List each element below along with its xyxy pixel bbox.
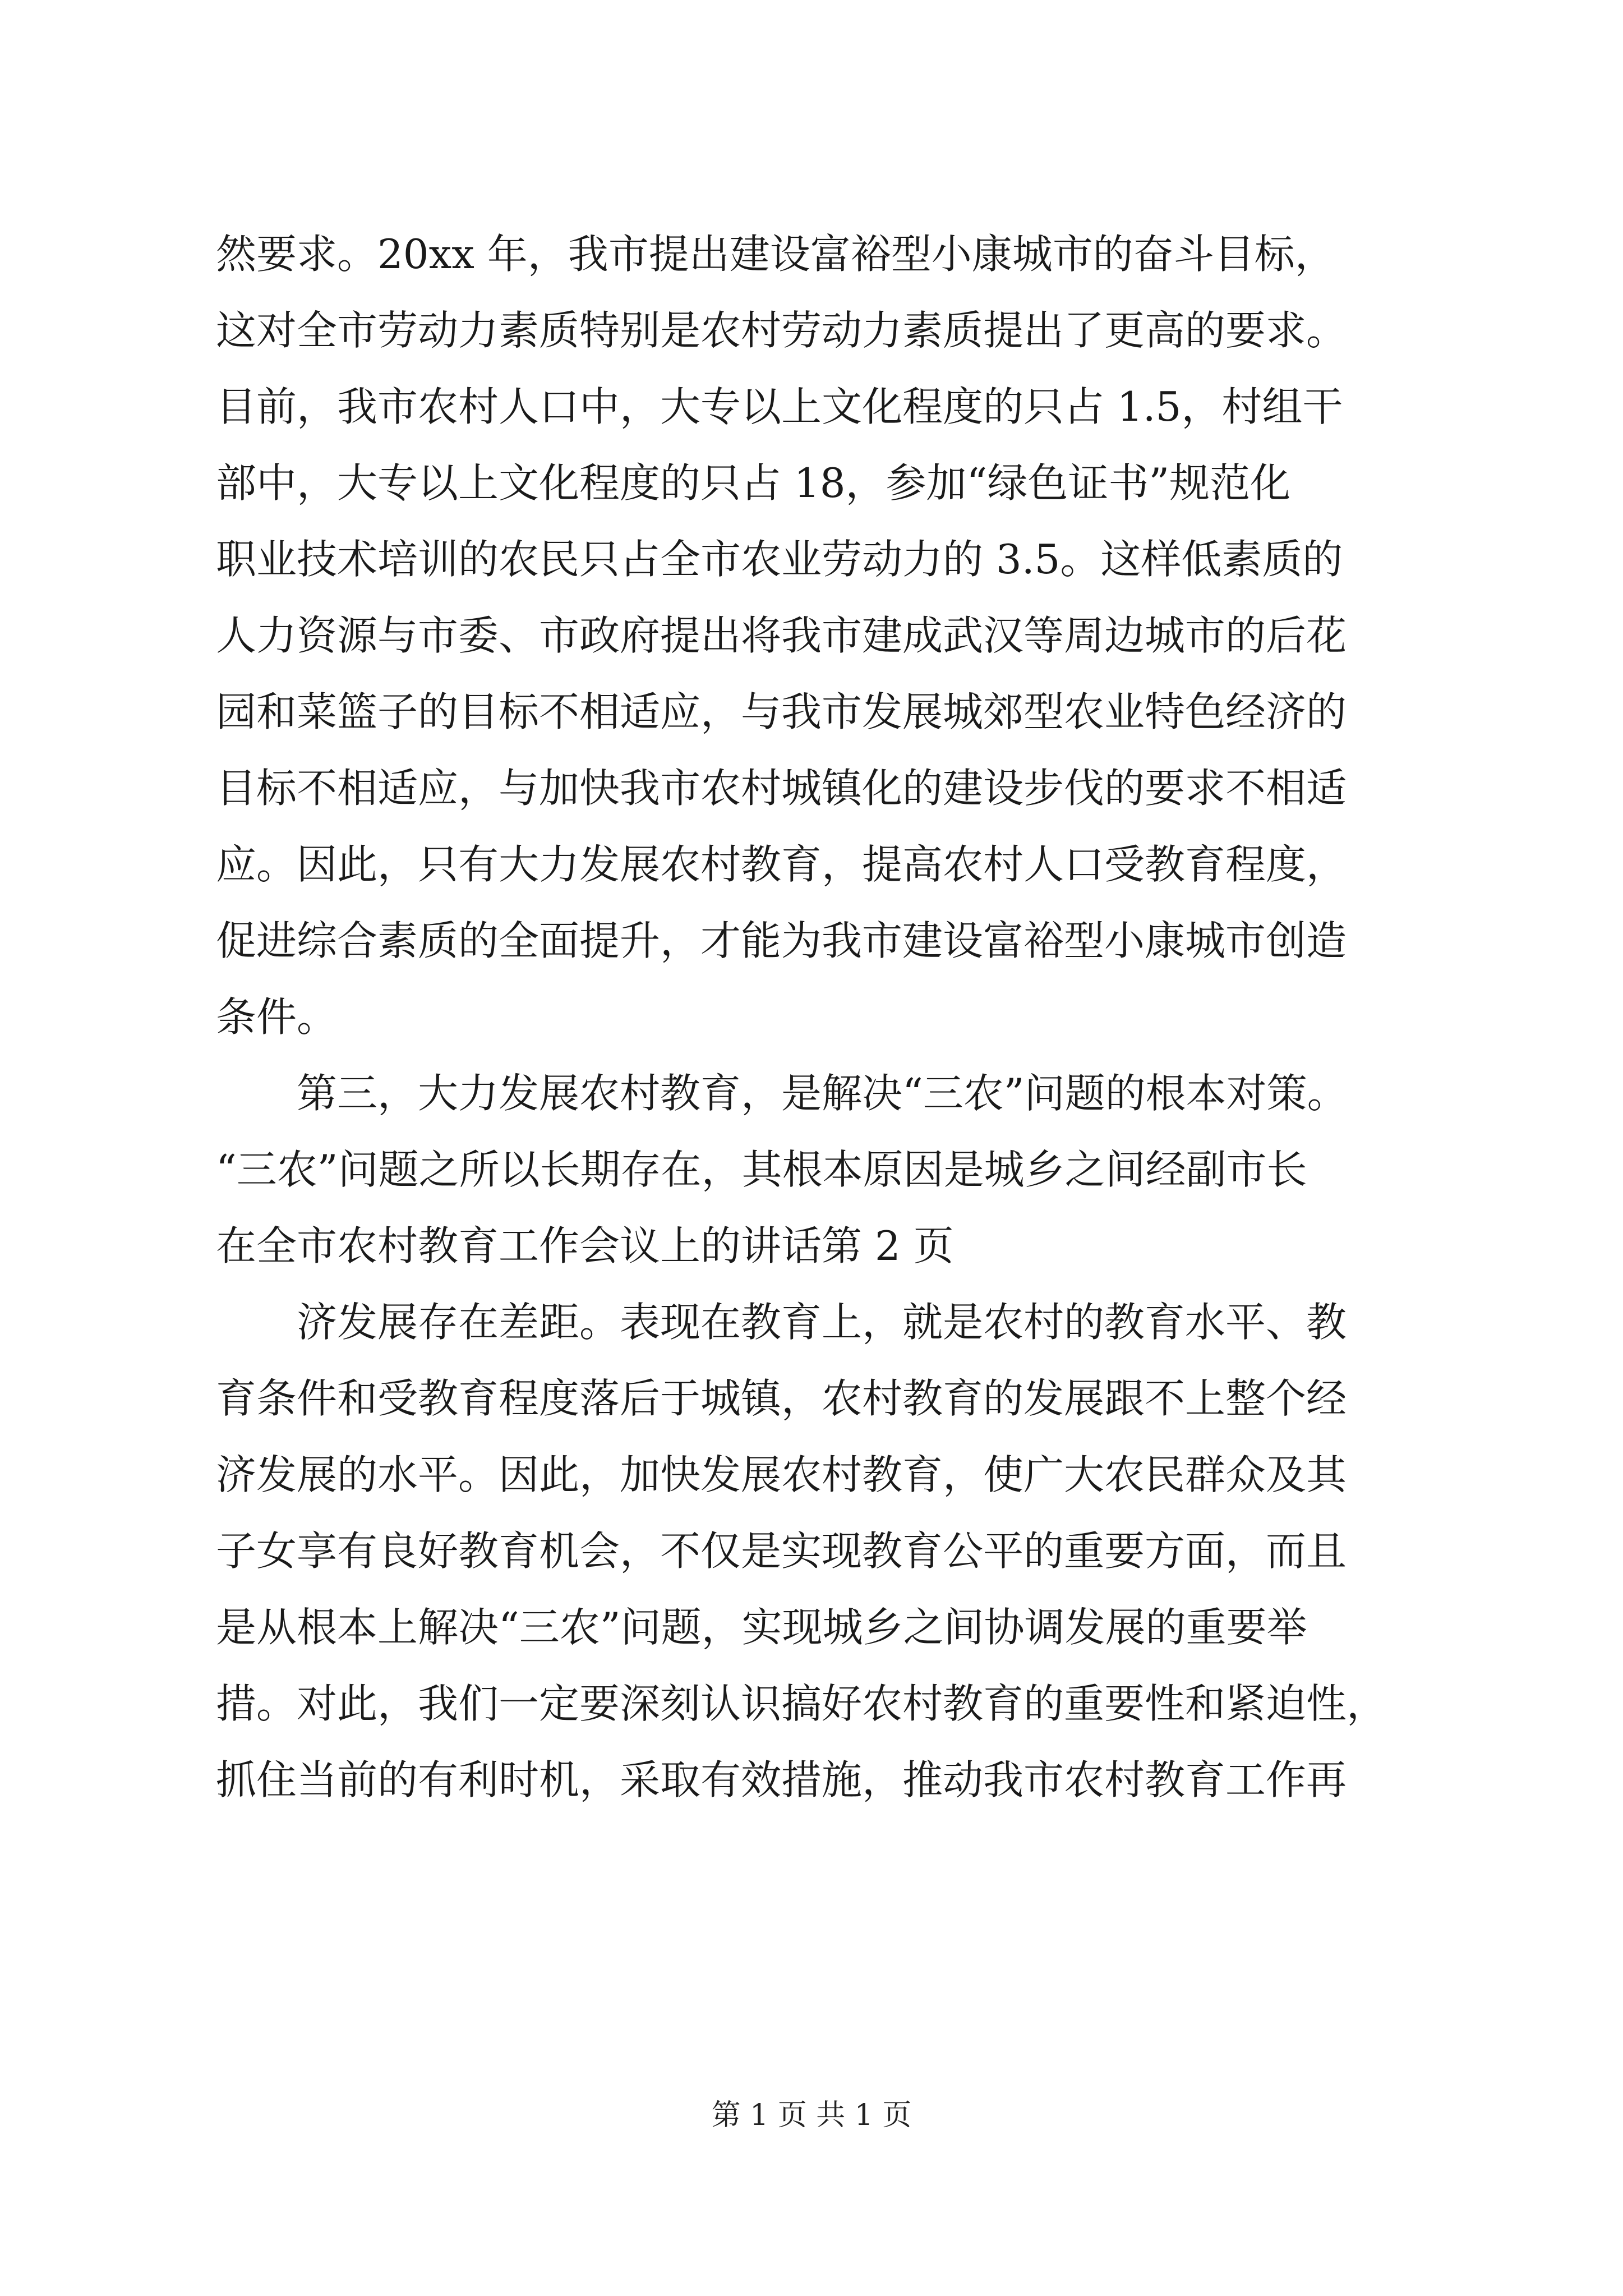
text-line: 职业技术培训的农民只占全市农业劳动力的 3.5。这样低素质的 (216, 536, 1343, 583)
text-line: 育条件和受教育程度落后于城镇，农村教育的发展跟不上整个经 (216, 1375, 1347, 1422)
text-line: 抓住当前的有利时机，采取有效措施，推动我市农村教育工作再 (216, 1756, 1347, 1803)
text-line: 园和菜篮子的目标不相适应，与我市发展城郊型农业特色经济的 (216, 688, 1347, 735)
paragraph-start-line: 第三，大力发展农村教育，是解决“三农”问题的根本对策。 (216, 1070, 1348, 1117)
text-line: 子女享有良好教育机会，不仅是实现教育公平的重要方面，而且 (216, 1527, 1347, 1575)
text-line: 然要求。20xx 年，我市提出建设富裕型小康城市的奋斗目标， (216, 231, 1335, 278)
paragraph-start-line: 济发展存在差距。表现在教育上，就是农村的教育水平、教 (216, 1299, 1347, 1346)
text-line: 条件。 (216, 993, 338, 1041)
text-line: 部中，大专以上文化程度的只占 18，参加“绿色证书”规范化 (216, 459, 1291, 507)
text-line: 促进综合素质的全面提升，才能为我市建设富裕型小康城市创造 (216, 917, 1347, 964)
text-line: “三农”问题之所以长期存在，其根本原因是城乡之间经副市长 (216, 1146, 1307, 1193)
text-line: 济发展的水平。因此，加快发展农村教育，使广大农民群众及其 (216, 1451, 1347, 1498)
text-line: 这对全市劳动力素质特别是农村劳动力素质提出了更高的要求。 (216, 307, 1347, 354)
text-line: 人力资源与市委、市政府提出将我市建成武汉等周边城市的后花 (216, 612, 1347, 659)
document-body (216, 216, 1416, 1818)
page-footer: 第 1 页 共 1 页 (711, 2099, 912, 2132)
text-line: 在全市农村教育工作会议上的讲话第 2 页 (216, 1222, 954, 1269)
text-line: 是从根本上解决“三农”问题，实现城乡之间协调发展的重要举 (216, 1604, 1307, 1651)
text-line: 措。对此，我们一定要深刻认识搞好农村教育的重要性和紧迫性， (216, 1680, 1387, 1727)
text-line: 目标不相适应，与加快我市农村城镇化的建设步伐的要求不相适 (216, 765, 1347, 812)
text-line: 目前，我市农村人口中，大专以上文化程度的只占 1.5，村组干 (216, 383, 1343, 430)
text-line: 应。因此，只有大力发展农村教育，提高农村人口受教育程度， (216, 841, 1347, 888)
